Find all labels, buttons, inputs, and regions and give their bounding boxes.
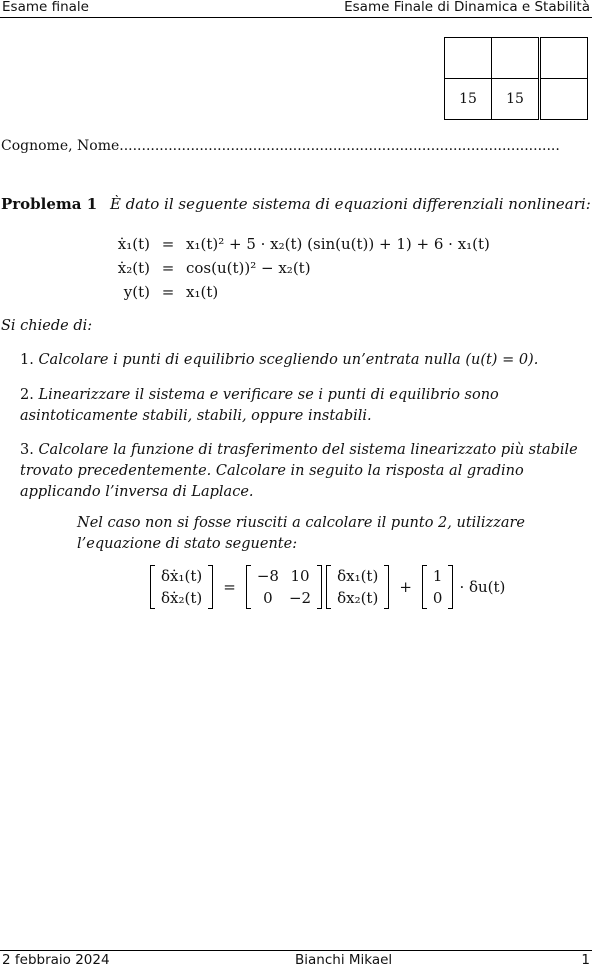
equation-system [100,232,490,304]
grade-cell [445,38,492,79]
equation-rhs: x₁(t) [186,283,219,301]
matrix-entry: −2 [288,589,312,607]
equation-lhs: y(t) [123,283,150,301]
input-term: · δu(t) [459,578,506,596]
task-item [20,440,592,503]
task-item [20,350,592,371]
plus-sign: + [399,578,412,596]
vector-entry: δẋ₂(t) [161,589,203,607]
equation-lhs: ẋ₁(t) [117,235,150,253]
si-chiede-label: Si chiede di: [1,318,93,334]
header-right: Esame Finale di Dinamica e Stabilità [344,0,590,15]
equation-op: = [161,259,175,277]
grade-cell [540,38,588,79]
grade-box [444,37,588,120]
task-number: 1. [20,352,34,368]
problem-label: Problema 1 [1,195,98,213]
matrix-b [422,565,454,609]
equation-row [100,256,490,280]
vector-entry: 1 [432,567,443,585]
equation-lhs: ẋ₂(t) [117,259,150,277]
vector-entry: δẋ₁(t) [161,567,203,585]
problem-heading [1,195,591,213]
vector-entry: δx₁(t) [337,567,379,585]
equation-row [100,232,490,256]
header-left: Esame finale [2,0,89,15]
fallback-note: Nel caso non si fosse riusciti a calcolare il punto 2, utilizzare l’equazione di stato seguente: [77,515,525,552]
equation-rhs: x₁(t)² + 5 · x₂(t) (sin(u(t)) + 1) + 6 · x₁(t) [186,235,490,253]
footer-date: 2 febbraio 2024 [2,952,110,968]
matrix-entry: −8 [256,567,279,585]
grade-cell: 15 [445,79,492,120]
grade-cell [540,79,588,120]
matrix-entry: 0 [263,589,273,607]
state-derivative-vector [150,565,213,609]
task-text: Calcolare la funzione di trasferimento del sistema linearizzato più stabile trovato precedentemente. Calcolare in seguito la risposta al gradino applicando l’inversa di Laplace. [20,442,578,500]
footer-page-number: 1 [581,952,590,968]
name-line: Cognome, Nome................................................................................................... [1,138,560,154]
state-space-equation [150,565,505,609]
page-header [0,0,592,18]
task-number: 3. [20,442,34,458]
equation-op: = [161,235,175,253]
equation-row [100,280,490,304]
task-number: 2. [20,387,34,403]
equation-op: = [161,283,175,301]
vector-entry: 0 [432,589,443,607]
equation-rhs: cos(u(t))² − x₂(t) [186,259,311,277]
state-vector [326,565,389,609]
equals-sign: = [223,578,236,596]
vector-entry: δx₂(t) [337,589,379,607]
matrix-entry: 10 [290,567,310,585]
task-text: Linearizzare il sistema e verificare se i punti di equilibrio sono asintoticamente stabili, stabili, oppure instabili. [20,387,499,424]
problem-intro: È dato il seguente sistema di equazioni differenziali nonlineari: [109,195,591,213]
grade-cell [492,38,540,79]
page-footer [0,950,592,969]
grade-cell: 15 [492,79,540,120]
task-text: Calcolare i punti di equilibrio scegliendo un’entrata nulla (u(t) = 0). [38,352,539,368]
task-item [20,385,592,427]
matrix-a [246,565,322,609]
footer-author: Bianchi Mikael [295,952,393,968]
